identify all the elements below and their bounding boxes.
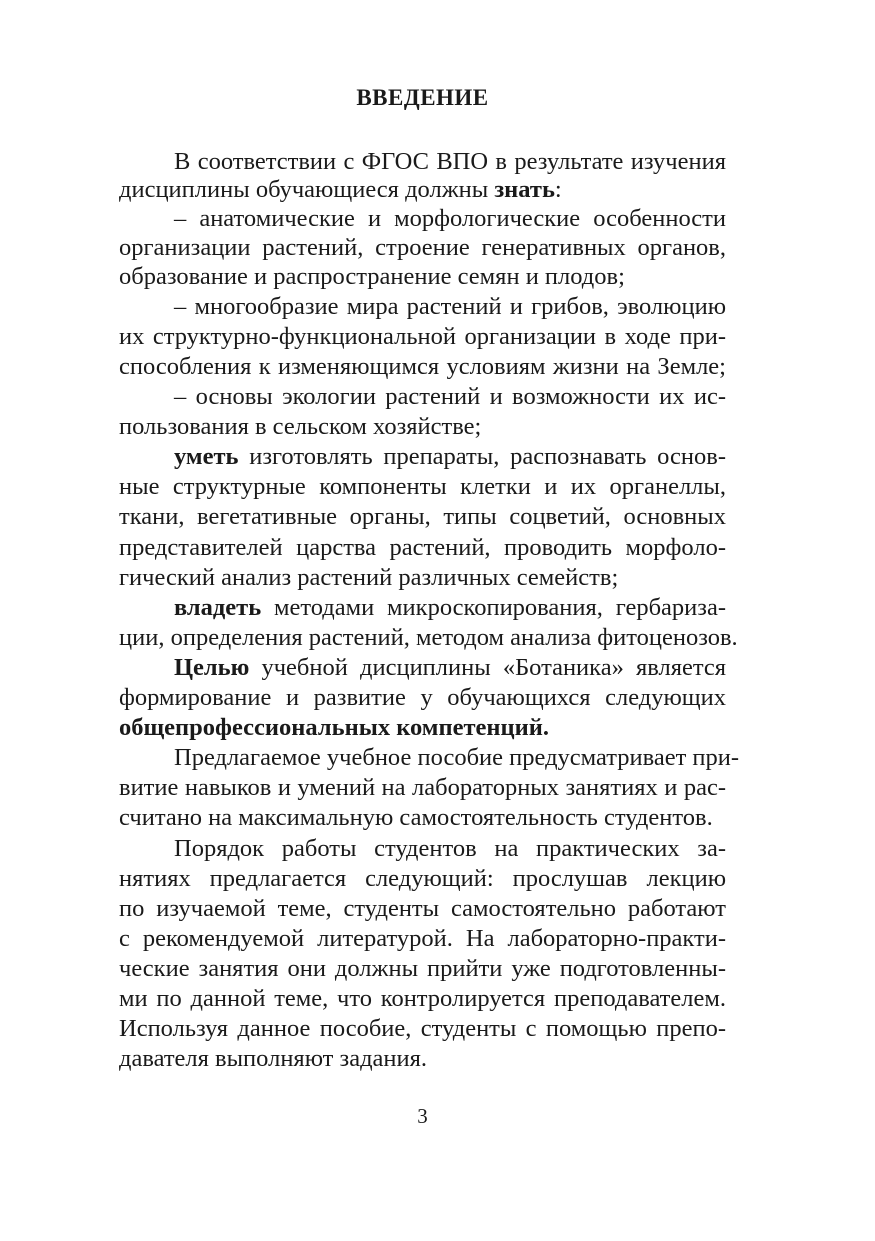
text-line bbox=[119, 233, 726, 263]
text-run: Порядок работы студентов на практических за- bbox=[174, 835, 726, 862]
text-run: способления к изменяющимся условиям жизни на Земле; bbox=[119, 353, 726, 380]
text-line bbox=[119, 864, 726, 894]
text-run: давателя выполняют задания. bbox=[119, 1045, 428, 1072]
text-run: их структурно-функциональной организации в ходе при- bbox=[119, 323, 726, 350]
text-line bbox=[119, 894, 726, 924]
text-run: – многообразие мира растений и грибов, эволюцию bbox=[174, 293, 726, 320]
text-run: организации растений, строение генеративных органов, bbox=[119, 234, 726, 261]
text-run: ческие занятия они должны прийти уже подготовленны- bbox=[119, 955, 726, 982]
text-line bbox=[119, 322, 726, 352]
text-run: по изучаемой теме, студенты самостоятельно работают bbox=[119, 895, 726, 922]
text-run: Предлагаемое учебное пособие предусматривает при- bbox=[174, 744, 740, 771]
text-run: ткани, вегетативные органы, типы соцветий, основных bbox=[119, 503, 726, 530]
bold-term: владеть bbox=[174, 594, 262, 621]
bold-term: знать bbox=[494, 176, 555, 203]
text-run: – основы экологии растений и возможности их ис- bbox=[174, 383, 726, 410]
bold-term: общепрофессиональных компетенций. bbox=[119, 714, 549, 741]
text-line bbox=[119, 803, 726, 833]
text-line bbox=[119, 683, 726, 713]
text-line bbox=[119, 204, 726, 234]
text-line bbox=[119, 984, 726, 1014]
text-line bbox=[119, 653, 726, 683]
text-line bbox=[119, 954, 726, 984]
text-line bbox=[119, 593, 726, 623]
text-run: В соответствии с ФГОС ВПО в результате изучения bbox=[174, 148, 726, 175]
text-line bbox=[119, 924, 726, 954]
text-run: изготовлять препараты, распознавать основ- bbox=[238, 443, 726, 470]
bold-term: Целью bbox=[174, 654, 250, 681]
text-line bbox=[119, 1014, 726, 1044]
text-line bbox=[119, 743, 740, 773]
text-run: витие навыков и умений на лабораторных занятиях и рас- bbox=[119, 774, 726, 801]
text-run: учебной дисциплины «Ботаника» является bbox=[249, 654, 726, 681]
text-line bbox=[119, 563, 726, 593]
text-line bbox=[119, 147, 726, 177]
text-run: пользования в сельском хозяйстве; bbox=[119, 413, 482, 440]
text-run: дисциплины обучающиеся должны bbox=[119, 176, 495, 203]
text-run: образование и распространение семян и плодов; bbox=[119, 263, 625, 290]
text-line bbox=[119, 773, 726, 803]
text-line bbox=[119, 352, 726, 382]
text-run: считано на максимальную самостоятельность студентов. bbox=[119, 804, 713, 831]
text-line bbox=[119, 623, 738, 653]
text-line bbox=[119, 262, 726, 292]
text-run: представителей царства растений, проводить морфоло- bbox=[119, 534, 726, 561]
text-run: методами микроскопирования, гербаризa- bbox=[261, 594, 726, 621]
text-line bbox=[119, 713, 726, 743]
text-run: ные структурные компоненты клетки и их органеллы, bbox=[119, 473, 726, 500]
text-line bbox=[119, 442, 726, 472]
text-line bbox=[119, 472, 726, 502]
text-run: Используя данное пособие, студенты с помощью препо- bbox=[119, 1015, 726, 1042]
text-line bbox=[119, 1044, 726, 1074]
text-line bbox=[119, 175, 726, 205]
text-run: с рекомендуемой литературой. На лабораторно-практи- bbox=[119, 925, 726, 952]
text-line bbox=[119, 533, 726, 563]
text-line bbox=[119, 292, 726, 322]
text-run: нятиях предлагается следующий: прослушав лекцию bbox=[119, 865, 726, 892]
text-run: ции, определения растений, методом анализа фитоценозов. bbox=[119, 624, 738, 651]
page-number: 3 bbox=[417, 1104, 428, 1128]
text-run: ми по данной теме, что контролируется преподавателем. bbox=[119, 985, 726, 1012]
text-line bbox=[119, 834, 726, 864]
text-line bbox=[119, 502, 726, 532]
bold-term: уметь bbox=[174, 443, 239, 470]
text-run: гический анализ растений различных семейств; bbox=[119, 564, 619, 591]
page-title: ВВЕДЕНИЕ bbox=[356, 85, 489, 110]
text-run: : bbox=[554, 176, 562, 203]
text-line bbox=[119, 382, 726, 412]
text-line bbox=[119, 412, 726, 442]
text-run: – анатомические и морфологические особенности bbox=[174, 205, 726, 232]
text-run: формирование и развитие у обучающихся следующих bbox=[119, 684, 726, 711]
